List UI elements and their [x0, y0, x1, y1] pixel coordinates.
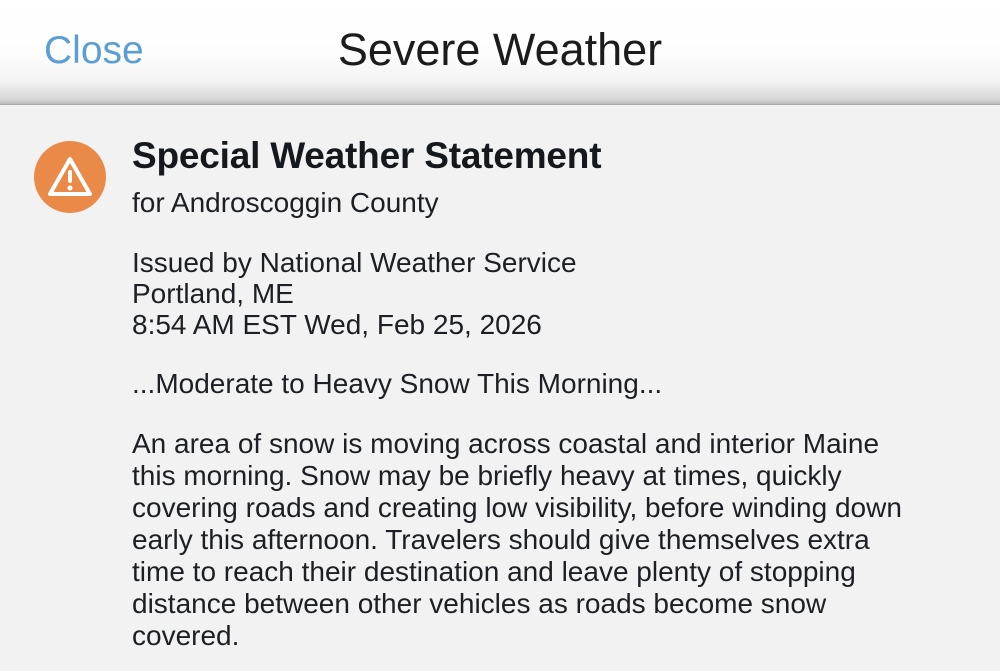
issued-timestamp: 8:54 AM EST Wed, Feb 25, 2026: [132, 309, 542, 340]
alert-text-block: [132, 133, 960, 652]
alert-headline: ...Moderate to Heavy Snow This Morning...: [132, 368, 663, 399]
issuer-office: Portland, ME: [132, 278, 294, 309]
alert-issuer: [132, 247, 960, 340]
alert-content: [0, 105, 1000, 671]
page-title: Severe Weather: [337, 24, 663, 75]
issuer-agency: Issued by National Weather Service: [132, 247, 577, 278]
alert-location: for Androscoggin County: [132, 187, 439, 218]
navigation-bar: [0, 0, 1000, 105]
alert-title: Special Weather Statement: [132, 135, 602, 176]
alert-row: [34, 133, 960, 652]
alert-body-text: An area of snow is moving across coastal and interior Maine this morning. Snow may be briefly heavy at times, quickly covering roads and creating low visibility, before winding down early this afternoon. Travelers should give themselves extra time to reach their destination and leave plenty of stopping distance between other vehicles as roads become snow covered.: [132, 428, 902, 651]
close-button[interactable]: Close: [44, 29, 144, 72]
warning-triangle-icon: [34, 141, 106, 213]
